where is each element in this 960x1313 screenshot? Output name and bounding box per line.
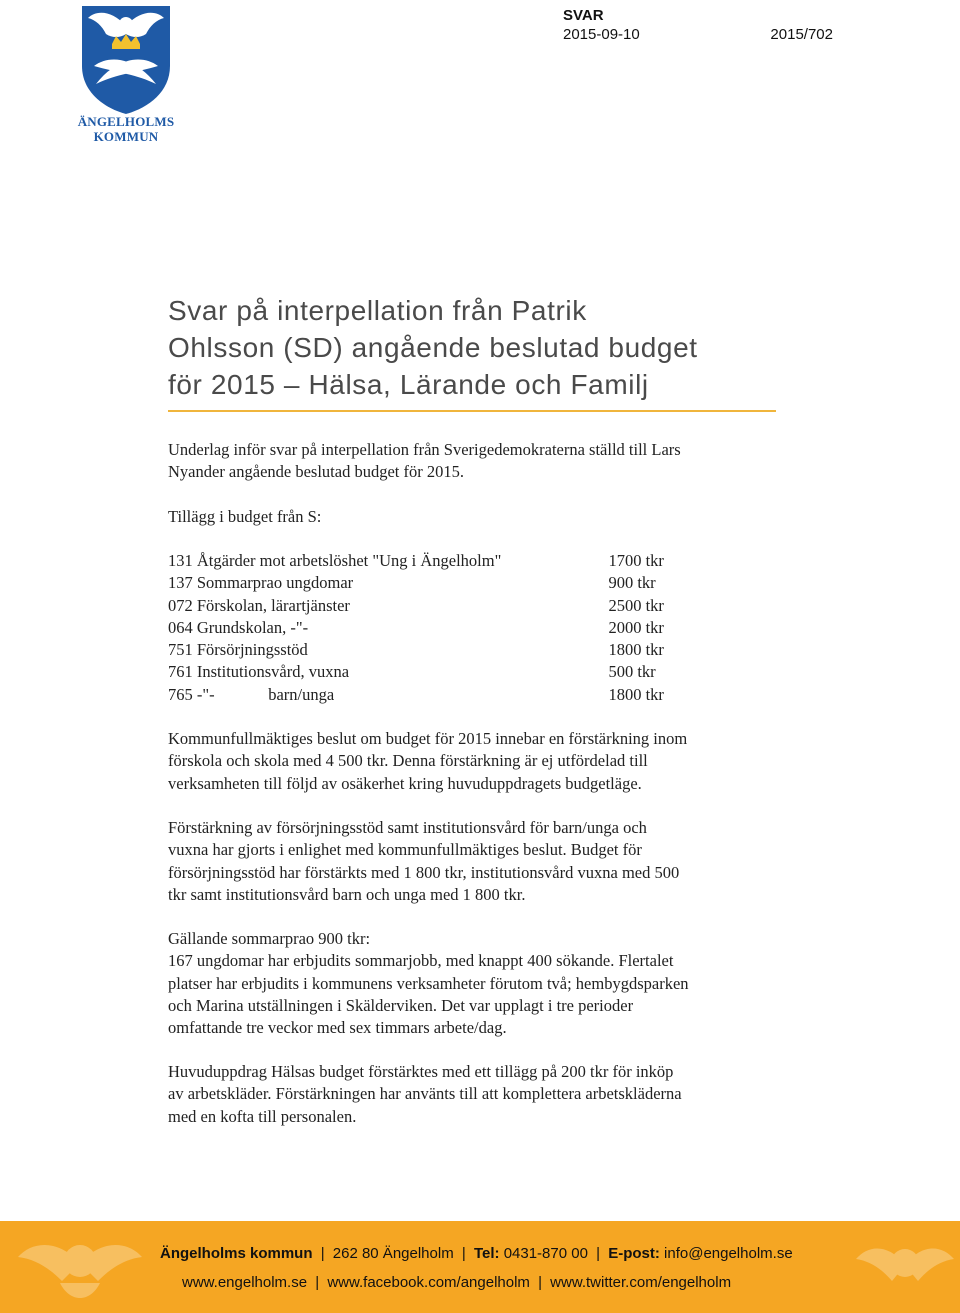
footer-web-link[interactable]: www.engelholm.se [182,1274,308,1291]
paragraph-4 [168,1061,682,1128]
footer-email-link[interactable]: info@engelholm.se [664,1245,793,1262]
doc-number: 2015/702 [770,26,833,43]
text-line: förskola och skola med 4 500 tkr. Denna förstärkning är ej utfördelad till [168,751,648,771]
budget-item-label: 131 Åtgärder mot arbetslöshet "Ung i Ängelholm" [168,551,502,570]
text-line: Förstärkning av försörjningsstöd samt institutionsvård för barn/unga och [168,818,647,837]
footer-org: Ängelholms kommun [160,1245,313,1262]
logo-wordmark [76,114,176,144]
text-line: Underlag inför svar på interpellation från Sverigedemokraterna ställd till Lars [168,440,681,459]
doc-type: SVAR [563,7,604,24]
document-meta [563,6,833,45]
text-line: omfattande tre veckor med sex timmars arbete/dag. [168,1018,507,1038]
text-line: 167 ungdomar har erbjudits sommarjobb, med knappt 400 sökande. Flertalet [168,951,674,971]
title-line: för 2015 – Hälsa, Lärande och Familj [168,369,649,400]
budget-item-amount: 2000 tkr [608,617,664,637]
footer-tel-label: Tel: [473,1245,500,1262]
page-title [168,292,788,403]
text-line: verksamheten till följd av osäkerhet kring huvuduppdragets budgetläge. [168,773,642,793]
budget-item-amount: 1800 tkr [608,640,664,660]
title-line: Ohlsson (SD) angående beslutad budget [168,332,698,363]
footer-address: 262 80 Ängelholm [332,1245,454,1262]
footer-contact-line: Ängelholms kommun | 262 80 Ängelholm | Tel: 0431-870 00 | E-post: info@engelholm.se [160,1245,793,1262]
budget-item-amount: 900 tkr [608,573,656,593]
budget-row [168,639,688,661]
text-line: Gällande sommarprao 900 tkr: [168,929,371,948]
angel-watermark-icon [10,1223,150,1313]
budget-item-label: 137 Sommarprao ungdomar [168,573,354,593]
footer-web-line: www.engelholm.se | www.facebook.com/angelholm | www.twitter.com/engelholm [182,1274,732,1291]
text-line: tkr samt institutionsvård barn och unga med 1 800 tkr. [168,884,526,904]
text-line: vuxna har gjorts i enlighet med kommunfullmäktiges beslut. Budget för [168,840,642,860]
doc-meta-row [563,25,833,45]
title-divider [168,410,776,412]
footer-email-label: E-post: [608,1245,660,1262]
budget-item-amount: 1800 tkr [608,684,664,704]
budget-row [168,595,688,617]
budget-list [168,550,688,706]
budget-item-label: 761 Institutionsvård, vuxna [168,662,350,682]
text-line: Huvuduppdrag Hälsas budget förstärktes med ett tillägg på 200 tkr för inköp [168,1062,674,1081]
footer-band [0,1221,960,1313]
footer-facebook-link[interactable]: www.facebook.com/angelholm [327,1274,530,1291]
paragraph-1 [168,728,687,795]
budget-row [168,617,688,639]
budget-item-label: 751 Försörjningsstöd [168,640,308,660]
budget-item-label: 072 Förskolan, lärartjänster [168,595,350,615]
budget-row [168,550,688,572]
text-line: försörjningsstöd har förstärkts med 1 800 tkr, institutionsvård vuxna med 500 [168,862,680,882]
budget-row [168,661,688,683]
text-line: och Marina utställningen i Skälderviken. Det var upplagt i tre perioder [168,995,634,1015]
paragraph-2 [168,817,679,906]
logo-text-line1: ÄNGELHOLMS [77,114,175,129]
title-line: Svar på interpellation från Patrik [168,295,587,326]
doc-date: 2015-09-10 [563,26,640,43]
footer-tel[interactable]: 0431-870 00 [503,1245,588,1262]
budget-row [168,572,688,594]
coat-of-arms-icon [76,4,176,116]
text-line: Kommunfullmäktiges beslut om budget för 2015 innebar en förstärkning inom [168,729,688,748]
text-line: Nyander angående beslutad budget för 2015. [168,462,464,482]
budget-item-amount: 1700 tkr [608,551,664,570]
budget-row [168,684,688,706]
text-line: platser har erbjudits i kommunens verksamheter förutom två; hembygdsparken [168,973,689,993]
intro-paragraph [168,439,681,484]
budget-item-label: 765 -"- barn/unga [168,684,335,704]
budget-item-amount: 500 tkr [608,662,656,682]
budget-heading: Tillägg i budget från S: [168,507,322,526]
footer-twitter-link[interactable]: www.twitter.com/engelholm [550,1274,732,1291]
budget-item-label: 064 Grundskolan, -"- [168,617,309,637]
angel-watermark-icon [850,1227,960,1313]
text-line: med en kofta till personalen. [168,1106,357,1126]
logo-text-line2: KOMMUN [93,129,159,144]
paragraph-3 [168,928,689,1039]
text-line: av arbetskläder. Förstärkningen har använts till att komplettera arbetskläderna [168,1084,682,1104]
budget-item-amount: 2500 tkr [608,595,664,615]
